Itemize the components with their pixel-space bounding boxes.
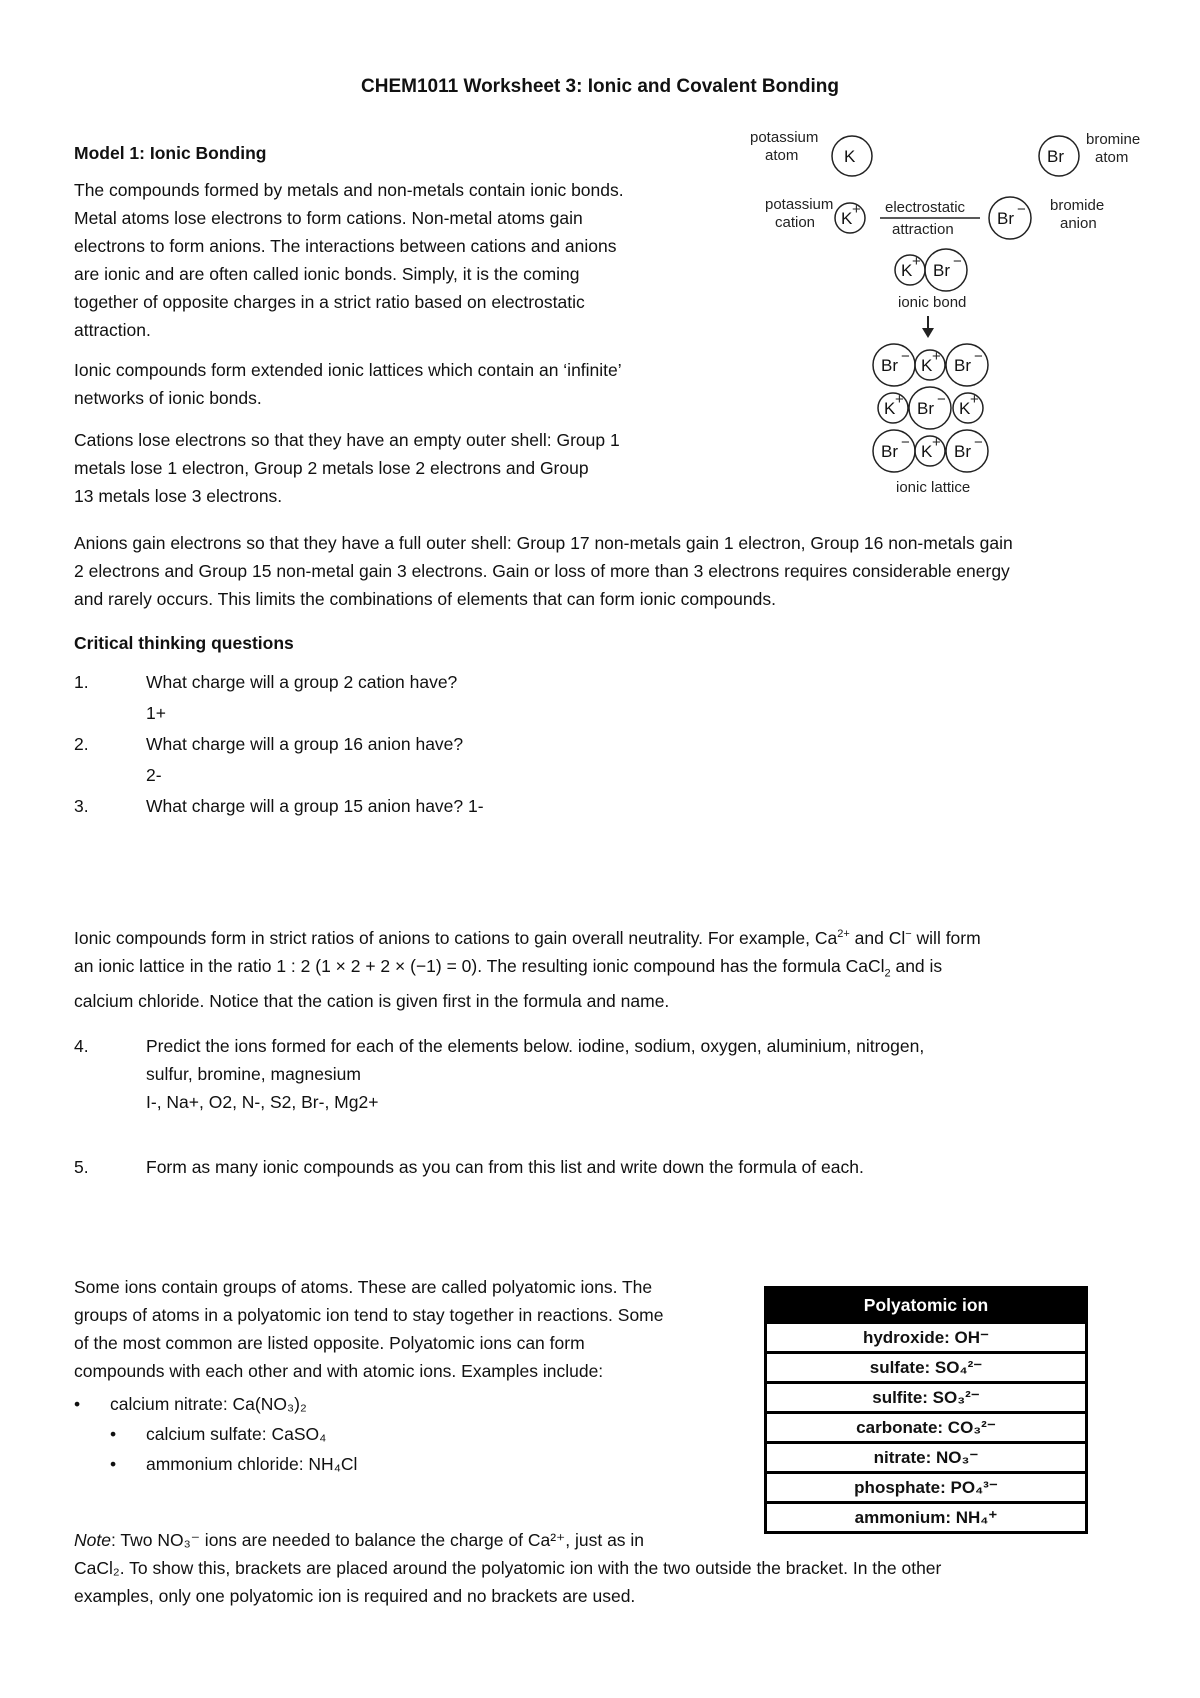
examples-list [74, 1390, 357, 1478]
page-title: CHEM1011 Worksheet 3: Ionic and Covalent Bonding [361, 76, 839, 97]
plus-sign: + [912, 253, 921, 270]
text-line: groups of atoms in a polyatomic ion tend to stay together in reactions. Some [74, 1305, 664, 1325]
plus-sign: + [932, 348, 941, 365]
list-item: • ammonium chloride: NH₄Cl [110, 1454, 358, 1474]
text-line: Ionic compounds form extended ionic lattices which contain an ‘infinite’ [74, 360, 622, 380]
lattice-br-symbol: Br [954, 442, 971, 461]
minus-sign: − [974, 348, 983, 365]
question-text: What charge will a group 15 anion have? 1- [146, 796, 484, 816]
bromide-anion-symbol: Br [997, 209, 1014, 228]
lattice-k-symbol: K [959, 399, 971, 418]
text-line: Note: Two NO₃⁻ ions are needed to balance the charge of Ca²⁺, just as in [74, 1530, 645, 1550]
plus-sign: + [970, 391, 979, 408]
text-line: are ionic and are often called ionic bonds. Simply, it is the coming [74, 264, 580, 284]
critical-thinking-heading: Critical thinking questions [74, 633, 294, 653]
lattice-k-symbol: K [884, 399, 896, 418]
text-line: CaCl₂. To show this, brackets are placed around the polyatomic ion with the two outside the bracket. In the other [74, 1558, 942, 1578]
potassium-cation-symbol: K [841, 209, 853, 228]
model1-paragraph-1 [74, 176, 724, 344]
bond-k-symbol: K [901, 261, 913, 280]
question-text: What charge will a group 16 anion have? [146, 734, 464, 754]
plus-sign: + [932, 434, 941, 451]
text-line: Some ions contain groups of atoms. These are called polyatomic ions. The [74, 1277, 653, 1297]
bromide-anion-label-1: bromide [1050, 197, 1105, 214]
minus-sign: − [901, 348, 910, 365]
model1-paragraph-4 [74, 529, 1174, 613]
model1-paragraph-2 [74, 356, 724, 412]
lattice-br-symbol: Br [954, 356, 971, 375]
text-line: and rarely occurs. This limits the combinations of elements that can form ionic compounds. [74, 589, 776, 609]
model1-paragraph-3 [74, 426, 724, 510]
answer-text: 1+ [146, 703, 166, 723]
ratio-paragraph [74, 920, 1174, 1015]
lattice-k-symbol: K [921, 356, 933, 375]
minus-sign: − [974, 434, 983, 451]
note-paragraph [74, 1526, 1174, 1610]
table-row: phosphate: PO₄³⁻ [766, 1473, 1087, 1503]
model1-heading: Model 1: Ionic Bonding [74, 143, 267, 163]
minus-sign: − [1017, 201, 1026, 218]
bromide-anion-label-2: anion [1060, 215, 1097, 232]
question-number: 3. [74, 796, 89, 816]
answer-text: 2- [146, 765, 162, 785]
minus-sign: − [901, 434, 910, 451]
lattice-br-symbol: Br [881, 442, 898, 461]
text-line: Ionic compounds form in strict ratios of anions to cations to gain overall neutrality. For example, $Ca^{2+}$ and Cl− will form [74, 927, 981, 948]
text-line: together of opposite charges in a strict ratio based on electrostatic [74, 292, 585, 312]
potassium-cation-label-2: cation [775, 214, 816, 231]
question-text: What charge will a group 2 cation have? [146, 672, 458, 692]
text-line: metals lose 1 electron, Group 2 metals lose 2 electrons and Group [74, 458, 589, 478]
bond-br-symbol: Br [933, 261, 950, 280]
text-line: The compounds formed by metals and non-metals contain ionic bonds. [74, 180, 624, 200]
lattice-br-symbol: Br [917, 399, 934, 418]
potassium-atom-label-1: potassium [750, 129, 819, 146]
text-line: Predict the ions formed for each of the elements below. iodine, sodium, oxygen, aluminium, nitrogen, [146, 1036, 925, 1056]
table-row: sulfate: SO₄²⁻ [766, 1353, 1087, 1383]
question-number: 1. [74, 672, 89, 692]
question-4-text [146, 1032, 1146, 1116]
table-row: ammonium: NH₄⁺ [766, 1503, 1087, 1533]
text-line: 2 electrons and Group 15 non-metal gain 3 electrons. Gain or loss of more than 3 electrons requires considerable energy [74, 561, 1010, 581]
minus-sign: − [937, 391, 946, 408]
text-line: Anions gain electrons so that they have a full outer shell: Group 17 non-metals gain 1 electron, Group 16 non-metals gain [74, 533, 1013, 553]
text-line: networks of ionic bonds. [74, 388, 262, 408]
question-number: 2. [74, 734, 89, 754]
text-line: electrons to form anions. The interactions between cations and anions [74, 236, 617, 256]
electrostatic-label-1: electrostatic [885, 199, 966, 216]
ionic-bonding-diagram [730, 120, 1141, 500]
text-line: examples, only one polyatomic ion is required and no brackets are used. [74, 1586, 636, 1606]
table-row: sulfite: SO₃²⁻ [766, 1383, 1087, 1413]
electrostatic-label-2: attraction [892, 221, 954, 238]
ionic-bond-label: ionic bond [898, 294, 967, 311]
text-line: calcium chloride. Notice that the cation is given first in the formula and name. [74, 991, 670, 1012]
minus-sign: − [953, 253, 962, 270]
text-line: an ionic lattice in the ratio 1 : 2 (1 × 2 + 2 × (−1) = 0). The resulting ionic compound has the formula CaCl$_2$ and is [74, 955, 943, 980]
text-line: compounds with each other and with atomic ions. Examples include: [74, 1361, 604, 1381]
ionic-lattice-label: ionic lattice [896, 479, 971, 496]
polyatomic-ion-table [764, 1286, 1088, 1534]
table-row: nitrate: NO₃⁻ [766, 1443, 1087, 1473]
lattice-k-symbol: K [921, 442, 933, 461]
table-header: Polyatomic ion [766, 1288, 1087, 1323]
text-line: Metal atoms lose electrons to form cations. Non-metal atoms gain [74, 208, 583, 228]
text-line: Cations lose electrons so that they have an empty outer shell: Group 1 [74, 430, 620, 450]
list-item: • calcium sulfate: CaSO₄ [110, 1424, 327, 1444]
text-line: attraction. [74, 320, 151, 340]
answer-text: I-, Na+, O2, N-, S2, Br-, Mg2+ [146, 1092, 379, 1112]
plus-sign: + [895, 391, 904, 408]
bromine-atom-label-1: bromine [1086, 131, 1141, 148]
potassium-cation-label-1: potassium [765, 196, 834, 213]
bromine-atom-symbol: Br [1047, 147, 1064, 166]
potassium-atom-symbol: K [844, 147, 856, 166]
bromine-atom-label-2: atom [1095, 149, 1129, 166]
potassium-atom-label-2: atom [765, 147, 799, 164]
text-line: sulfur, bromine, magnesium [146, 1064, 361, 1084]
polyatomic-paragraph [74, 1273, 764, 1385]
list-item: • calcium nitrate: Ca(NO₃)₂ [74, 1394, 307, 1414]
question-text: Form as many ionic compounds as you can from this list and write down the formula of each. [146, 1157, 864, 1177]
text-line: of the most common are listed opposite. Polyatomic ions can form [74, 1333, 585, 1353]
table-row: hydroxide: OH⁻ [766, 1323, 1087, 1353]
table-row: carbonate: CO₃²⁻ [766, 1413, 1087, 1443]
lattice-br-symbol: Br [881, 356, 898, 375]
question-number: 5. [74, 1157, 89, 1177]
arrow-down-icon [922, 328, 934, 338]
plus-sign: + [852, 201, 861, 218]
text-line: 13 metals lose 3 electrons. [74, 486, 283, 506]
question-number: 4. [74, 1036, 89, 1056]
